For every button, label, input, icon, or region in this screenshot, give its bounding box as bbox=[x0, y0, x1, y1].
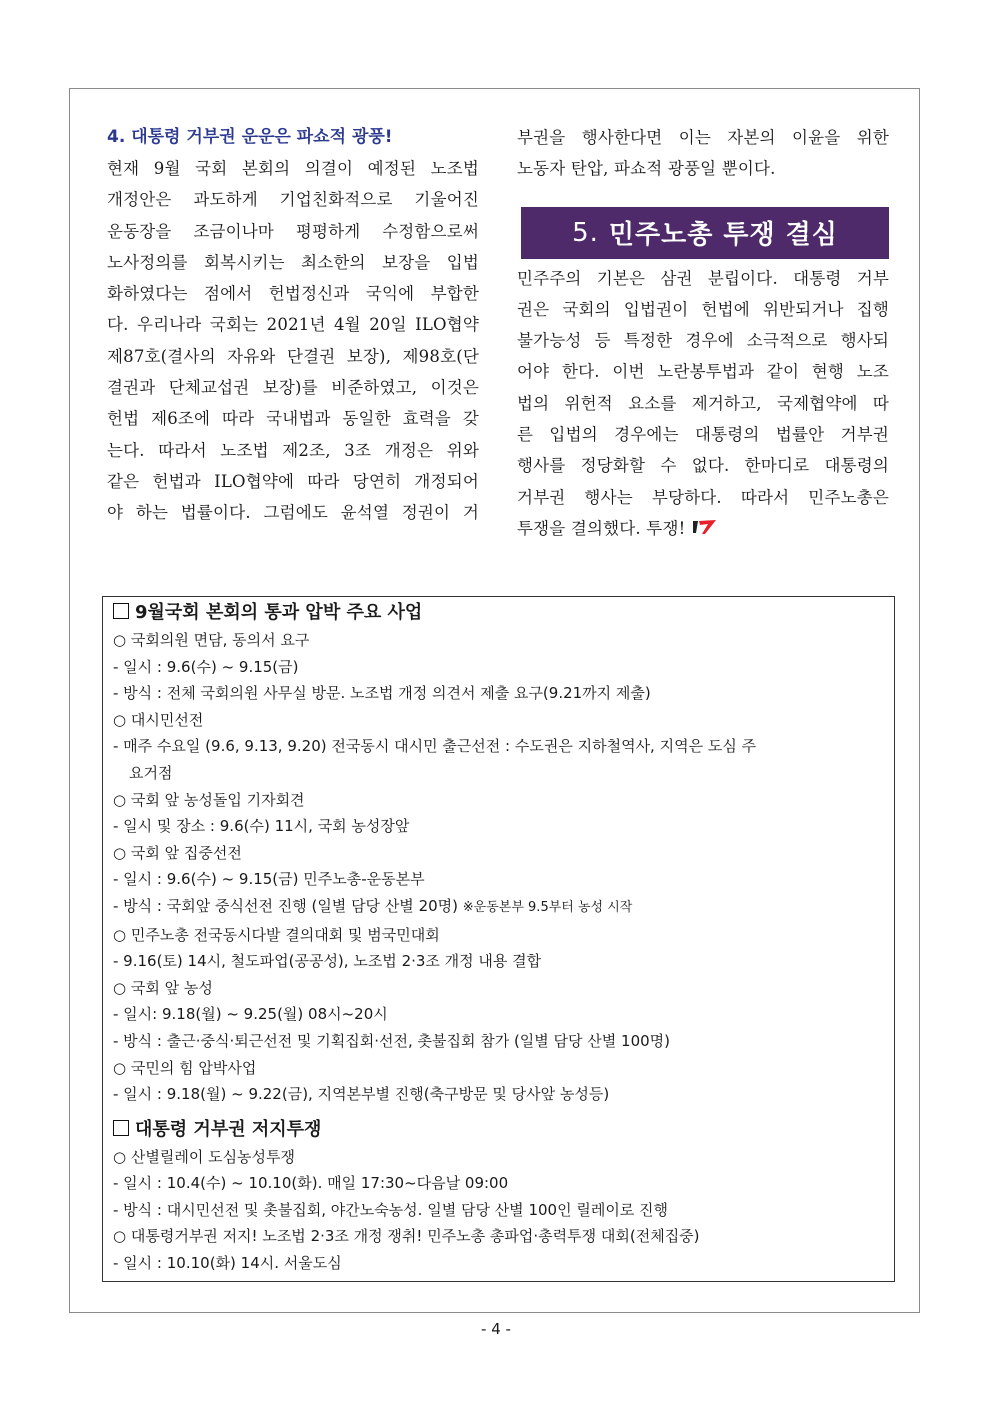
body-line: 개정안은 과도하게 기업친화적으로 기울어진 bbox=[107, 190, 479, 210]
section-4-heading: 4. 대통령 거부권 운운은 파쇼적 광풍! bbox=[107, 127, 393, 147]
box-item: ○ 대시민선전 bbox=[113, 710, 204, 729]
box-item: - 일시 및 장소 : 9.6(수) 11시, 국회 농성장앞 bbox=[113, 817, 410, 836]
box-item: - 일시 : 9.18(월) ~ 9.22(금), 지역본부별 진행(축구방문 및 당사앞 농성등) bbox=[113, 1085, 610, 1104]
body-line: 른 입법의 경우에는 대통령의 법률안 거부권 bbox=[517, 425, 889, 445]
section-4-body bbox=[107, 153, 479, 529]
box-item: - 매주 수요일 (9.6, 9.13, 9.20) 전국동시 대시민 출근선전 : 수도권은 지하철역사, 지역은 도심 주 bbox=[113, 737, 757, 756]
body-line: 야 하는 법률이다. 그럼에도 윤석열 정권이 거 bbox=[107, 503, 479, 523]
body-line: 화하였다는 점에서 헌법정신과 국익에 부합한 bbox=[107, 284, 479, 304]
body-line-text: 투쟁을 결의했다. 투쟁! bbox=[517, 518, 686, 538]
body-line: 제87호(결사의 자유와 단결권 보장), 제98호(단 bbox=[107, 346, 479, 366]
box-item: ○ 국민의 힘 압박사업 bbox=[113, 1058, 257, 1077]
box-item: - 일시 : 10.10(화) 14시. 서울도심 bbox=[113, 1254, 342, 1273]
box-item-note: ※운동본부 9.5부터 농성 시작 bbox=[462, 899, 633, 915]
body-line: 불가능성 등 특정한 경우에 소극적으로 행사되 bbox=[517, 331, 889, 351]
body-line: 행사를 정당화할 수 없다. 한마디로 대통령의 bbox=[517, 456, 889, 476]
box-item: - 일시 : 9.6(수) ~ 9.15(금) 민주노총-운동본부 bbox=[113, 870, 425, 889]
box-item: - 방식 : 대시민선전 및 촛불집회, 야간노숙농성. 일별 담당 산별 100인 릴레이로 진행 bbox=[113, 1200, 669, 1219]
box-item: ○ 국회의원 면담, 동의서 요구 bbox=[113, 631, 310, 649]
kctu-logo-icon bbox=[691, 514, 717, 545]
box-item bbox=[113, 893, 886, 922]
box-item: - 9.16(토) 14시, 철도파업(공공성), 노조법 2·3조 개정 내용 결합 bbox=[113, 952, 542, 971]
box-item: - 방식 : 전체 국회의원 사무실 방문. 노조법 개정 의견서 제출 요구(9.21까지 제출) bbox=[113, 684, 651, 703]
body-line: 법의 위헌적 요소를 제거하고, 국제협약에 따 bbox=[517, 393, 889, 413]
right-column bbox=[517, 122, 889, 544]
box-item: - 일시 : 10.4(수) ~ 10.10(화). 매일 17:30~다음날 09:00 bbox=[113, 1174, 509, 1193]
box-item: ○ 산별릴레이 도심농성투쟁 bbox=[113, 1147, 296, 1166]
body-line: 는다. 따라서 노조법 제2조, 3조 개정은 위와 bbox=[107, 440, 479, 460]
box-item: - 일시: 9.18(월) ~ 9.25(월) 08시~20시 bbox=[113, 1005, 388, 1024]
box-title-2 bbox=[113, 1116, 886, 1144]
body-line: 어야 한다. 이번 노란봉투법과 같이 현행 노조 bbox=[517, 362, 889, 382]
body-line: 같은 헌법과 ILO협약에 따라 당연히 개정되어 bbox=[107, 471, 479, 491]
body-line: 거부권 행사는 부당하다. 따라서 민주노총은 bbox=[517, 487, 889, 507]
box-item: - 일시 : 9.6(수) ~ 9.15(금) bbox=[113, 657, 299, 676]
section-4-continued bbox=[517, 122, 889, 185]
section-5-body bbox=[517, 263, 889, 545]
body-line: 운동장을 조금이나마 평평하게 수정함으로써 bbox=[107, 221, 479, 241]
box-item-text: - 방식 : 국회앞 중식선전 진행 (일별 담당 산별 20명) bbox=[113, 896, 458, 915]
body-line: 노사정의를 회복시키는 최소한의 보장을 입법 bbox=[107, 252, 479, 272]
body-line: 권은 국회의 입법권이 헌법에 위반되거나 집행 bbox=[517, 299, 889, 319]
banner-number: 5. bbox=[572, 217, 599, 248]
schedule-box bbox=[102, 596, 895, 1282]
box-item: 요거점 bbox=[129, 763, 173, 782]
banner-title: 민주노총 투쟁 결심 bbox=[608, 220, 838, 251]
body-line: 현재 9월 국회 본회의 의결이 예정된 노조법 bbox=[107, 159, 479, 178]
body-line: 부권을 행사한다면 이는 자본의 이윤을 위한 bbox=[517, 128, 889, 147]
box-item: ○ 국회 앞 농성돌입 기자회견 bbox=[113, 790, 305, 809]
body-line-last bbox=[517, 513, 889, 544]
spacer bbox=[113, 1108, 886, 1116]
box-item: - 방식 : 출근·중식·퇴근선전 및 기획집회·선전, 촛불집회 참가 (일별 담당 산별 100명) bbox=[113, 1031, 671, 1050]
body-line: 민주주의 기본은 삼권 분립이다. 대통령 거부 bbox=[517, 268, 889, 288]
checkbox-square-icon bbox=[113, 1120, 129, 1136]
box-title-text: 대통령 거부권 저지투쟁 bbox=[135, 1118, 322, 1140]
box-item: ○ 민주노총 전국동시다발 결의대회 및 범국민대회 bbox=[113, 925, 440, 944]
body-line: 헌법 제6조에 따라 국내법과 동일한 효력을 갖 bbox=[107, 409, 479, 429]
section-5-banner bbox=[521, 207, 889, 259]
box-title-1 bbox=[113, 599, 886, 627]
box-item: ○ 국회 앞 집중선전 bbox=[113, 843, 242, 862]
box-item: ○ 국회 앞 농성 bbox=[113, 978, 213, 997]
page-number: - 4 - bbox=[481, 1320, 511, 1338]
body-line: 다. 우리나라 국회는 2021년 4월 20일 ILO협약 bbox=[107, 315, 479, 335]
body-line: 결권과 단체교섭권 보장)를 비준하였고, 이것은 bbox=[107, 378, 479, 398]
box-title-text: 9월국회 본회의 통과 압박 주요 사업 bbox=[135, 602, 423, 623]
body-line: 노동자 탄압, 파쇼적 광풍일 뿐이다. bbox=[517, 159, 776, 179]
box-item: ○ 대통령거부권 저지! 노조법 2·3조 개정 쟁취! 민주노총 총파업·총력투쟁 대회(전체집중) bbox=[113, 1227, 700, 1246]
checkbox-square-icon bbox=[113, 603, 129, 619]
left-column bbox=[107, 122, 479, 529]
